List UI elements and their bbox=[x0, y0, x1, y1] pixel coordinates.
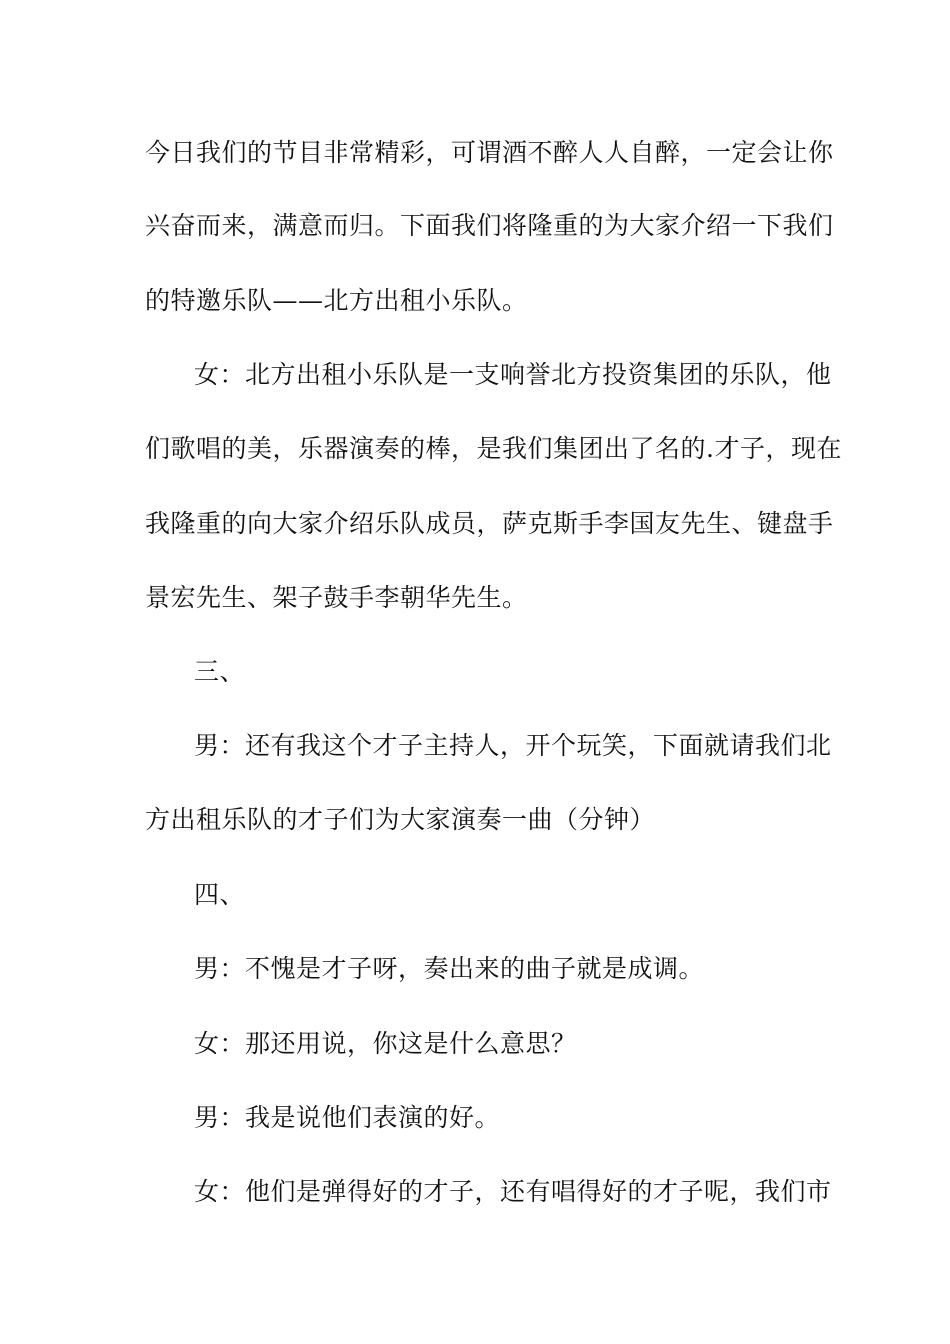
text-line: 我隆重的向大家介绍乐队成员，萨克斯手李国友先生、键盘手 bbox=[145, 509, 834, 538]
text-line: 方出租乐队的才子们为大家演奏一曲（分钟） bbox=[145, 805, 656, 834]
section-heading: 三、 bbox=[194, 657, 246, 686]
text-line: 女：那还用说，你这是什么意思？ bbox=[194, 1029, 577, 1058]
section-heading: 四、 bbox=[194, 880, 246, 909]
text-line: 今日我们的节目非常精彩，可谓酒不醉人人自醉，一定会让你 bbox=[145, 138, 834, 167]
text-line: 的特邀乐队——北方出租小乐队。 bbox=[145, 286, 528, 315]
text-line: 男：还有我这个才子主持人，开个玩笑，下面就请我们北 bbox=[194, 731, 832, 760]
text-line: 兴奋而来，满意而归。下面我们将隆重的为大家介绍一下我们 bbox=[145, 211, 834, 240]
text-line: 女：北方出租小乐队是一支响誉北方投资集团的乐队，他 bbox=[194, 360, 832, 389]
text-line: 男：不愧是才子呀，奏出来的曲子就是成调。 bbox=[194, 954, 705, 983]
text-line: 女：他们是弹得好的才子，还有唱得好的才子呢，我们市 bbox=[194, 1177, 832, 1206]
text-line: 男：我是说他们表演的好。 bbox=[194, 1103, 501, 1132]
text-line: 们歌唱的美，乐器演奏的棒，是我们集团出了名的.才子，现在 bbox=[145, 434, 842, 463]
text-line: 景宏先生、架子鼓手李朝华先生。 bbox=[145, 583, 528, 612]
